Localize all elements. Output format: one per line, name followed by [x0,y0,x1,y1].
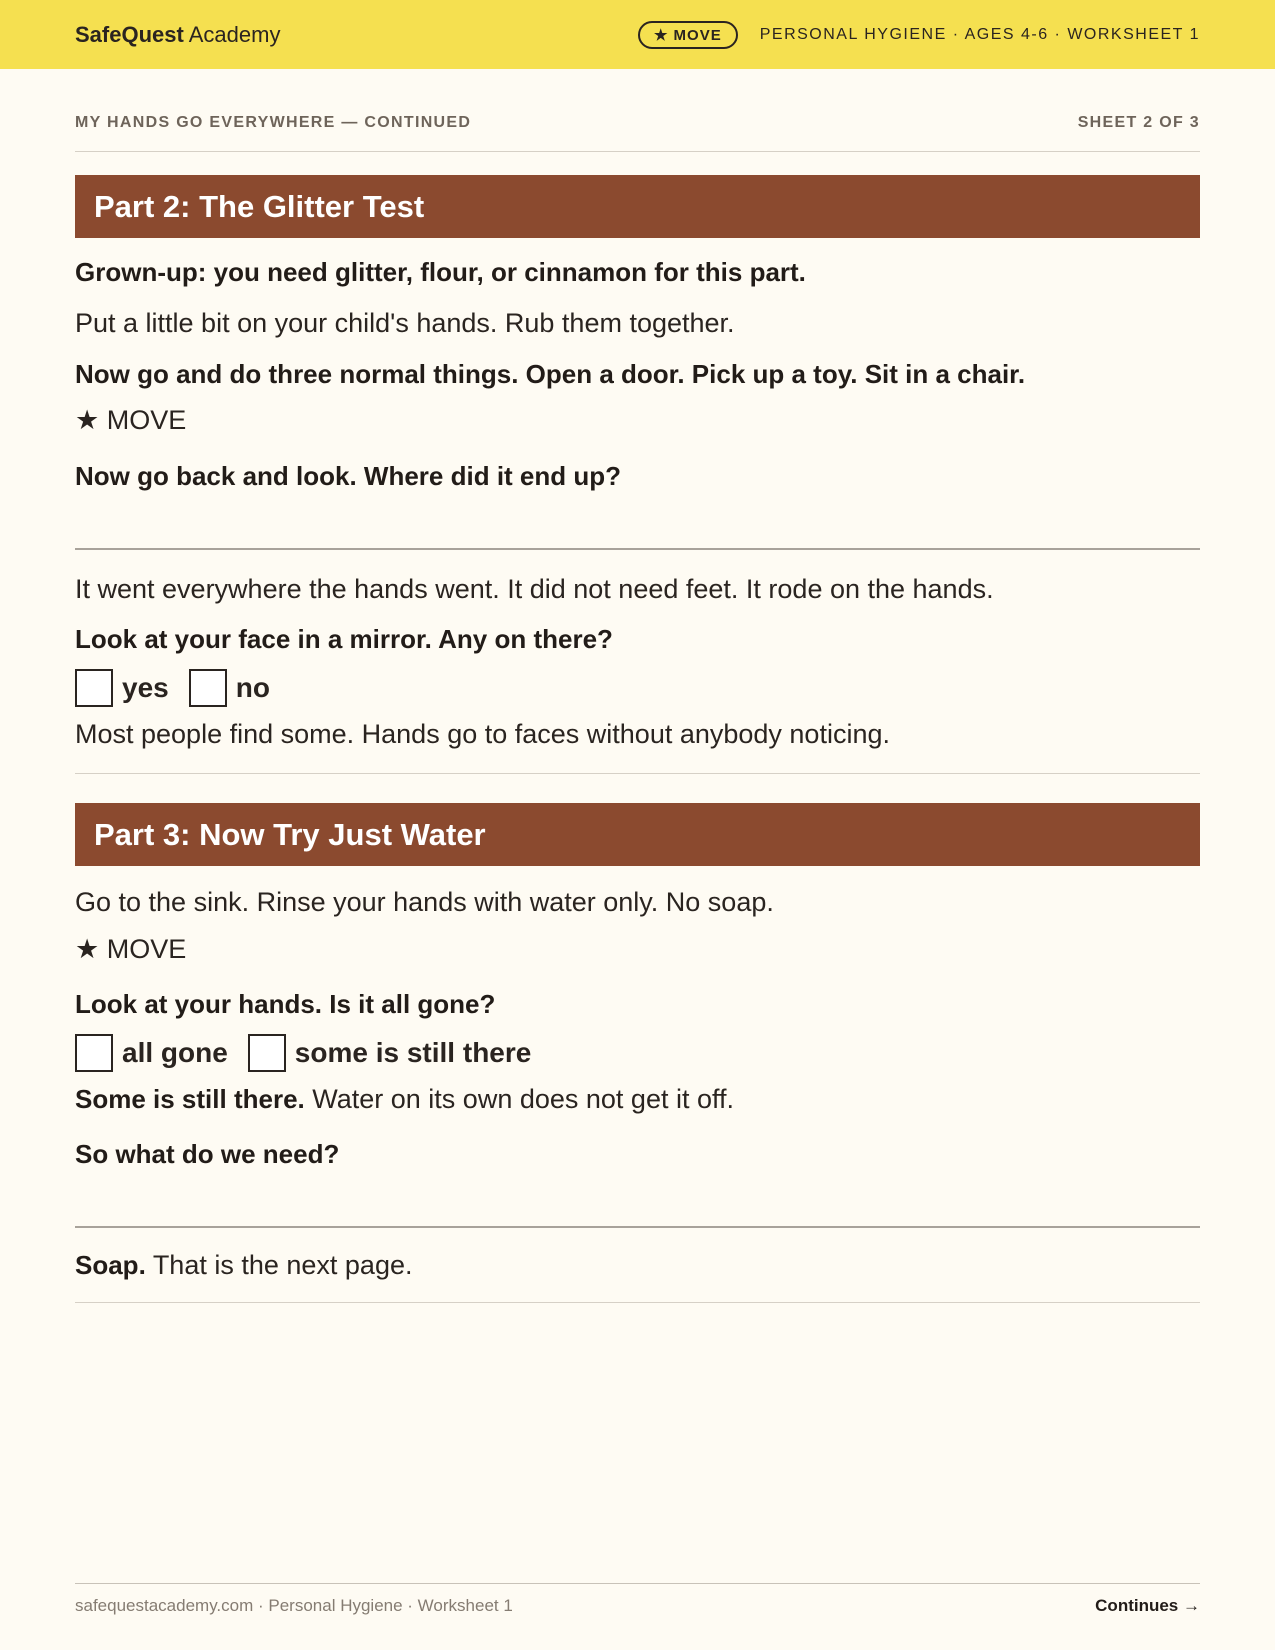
brand-name-rest: Academy [188,21,281,47]
mirror-options [75,669,1200,707]
page-footer [75,1596,1200,1616]
part2-mirror-question: Look at your face in a mirror. Any on there? [75,624,613,654]
gone-options [75,1034,1200,1072]
part3-need-question: So what do we need? [75,1139,340,1169]
part2-grownup-note: Grown-up: you need glitter, flour, or cinnamon for this part. [75,257,806,287]
part3-instruction: Go to the sink. Rinse your hands with water only. No soap. [75,887,774,917]
option-label: no [235,672,270,703]
part3-gone-question: Look at your hands. Is it all gone? [75,989,496,1019]
section-divider [75,1302,1200,1303]
soap-text: That is the next page. [152,1250,413,1280]
option-label: yes [122,672,169,703]
checkbox[interactable] [75,1034,113,1072]
part2-heading: Part 2: The Glitter Test [75,175,1200,238]
sheet-number: SHEET 2 OF 3 [1077,114,1200,131]
section-divider [75,773,1200,774]
checkbox[interactable] [75,669,113,707]
move-badge: ★ MOVE [638,21,738,49]
brand-name-bold: SafeQuest [75,21,184,47]
continues-link[interactable]: Continues → [1095,1596,1200,1615]
answer-emphasis: Some is still there. [75,1084,305,1114]
soap-emphasis: Soap. [75,1250,146,1280]
brand-logo [75,22,280,48]
answer-text: Water on its own does not get it off. [312,1084,734,1114]
option-label: all gone [122,1037,228,1068]
option-some-still-there[interactable] [248,1034,532,1072]
part2-explanation: It went everywhere the hands went. It did not need feet. It rode on the hands. [75,574,994,604]
part2-instruction: Put a little bit on your child's hands. Rub them together. [75,308,735,338]
part2-where-question: Now go back and look. Where did it end up? [75,461,622,491]
worksheet-content [75,175,1200,1303]
move-marker: ★ MOVE [75,405,187,435]
part3-answer [75,1078,1200,1120]
footer-site: safequestacademy.com · Personal Hygiene · Worksheet 1 [75,1596,513,1615]
option-yes[interactable] [75,669,169,707]
worksheet-topic: PERSONAL HYGIENE · AGES 4-6 · WORKSHEET 1 [759,25,1200,43]
option-all-gone[interactable] [75,1034,228,1072]
footer-divider [75,1583,1200,1584]
option-label: some is still there [294,1037,532,1068]
checkbox[interactable] [189,669,227,707]
part2-three-things: Now go and do three normal things. Open a door. Pick up a toy. Sit in a chair. [75,359,1026,389]
answer-line[interactable] [75,548,1200,550]
option-no[interactable] [189,669,270,707]
part3-heading: Part 3: Now Try Just Water [75,803,1200,866]
soap-line [75,1244,1200,1286]
move-marker: ★ MOVE [75,934,187,964]
part2-note: Most people find some. Hands go to faces without anybody noticing. [75,719,890,749]
checkbox[interactable] [248,1034,286,1072]
sheet-title: MY HANDS GO EVERYWHERE — CONTINUED [75,114,472,131]
sheet-subheader [75,114,1200,132]
answer-line[interactable] [75,1226,1200,1228]
top-banner [0,0,1275,69]
subheader-divider [75,151,1200,152]
